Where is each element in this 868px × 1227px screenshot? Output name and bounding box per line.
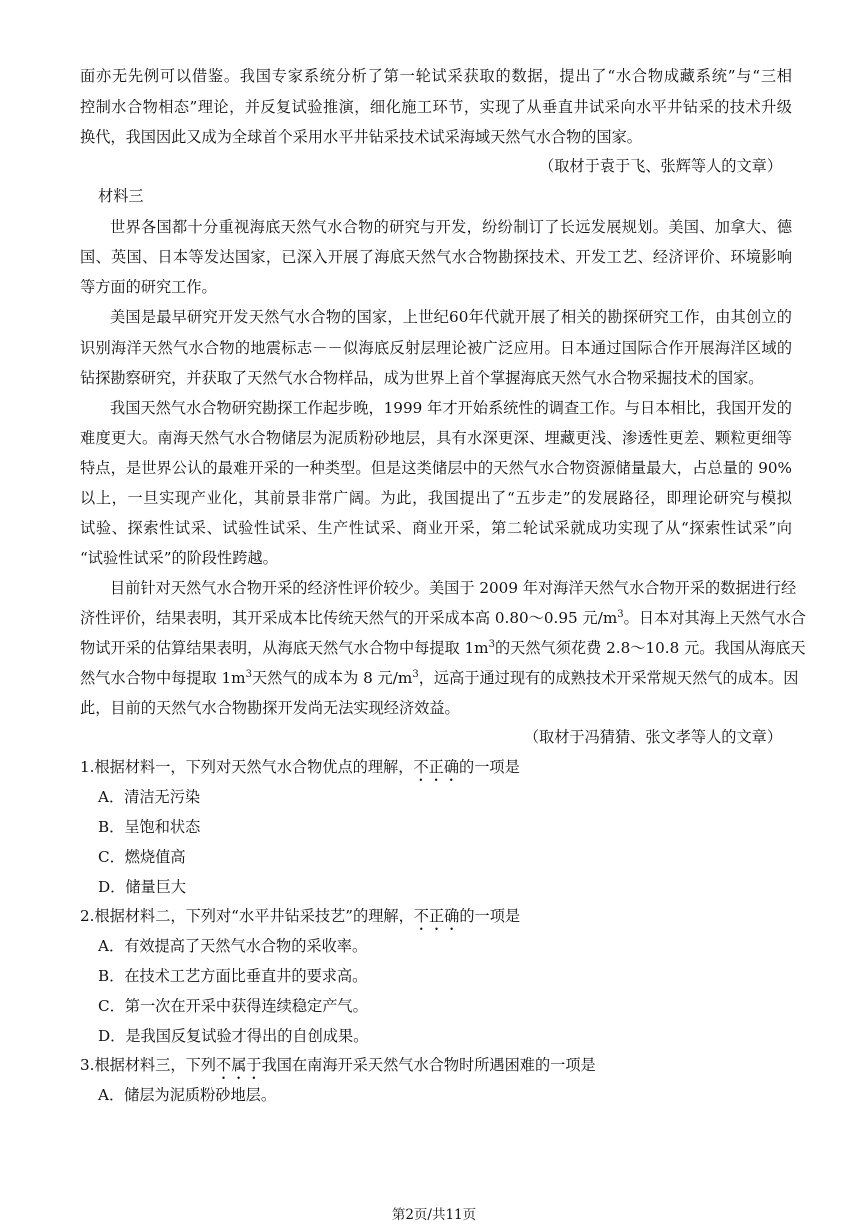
material3-p3-line: 以上，一旦实现产业化，其前景非常广阔。为此，我国提出了“五步走”的发展路径，即理论研究与模拟: [80, 489, 792, 507]
material3-p1-line: 世界各国都十分重视海底天然气水合物的研究与开发，纷纷制订了长远发展规划。美国、加拿大、德: [110, 218, 792, 236]
question-2-option-c: C．第一次在开采中获得连续稳定产气。: [98, 997, 368, 1015]
question-3-stem: [80, 1055, 792, 1083]
material3-p2-line: 钻探勘察研究，并获取了天然气水合物样品，成为世界上首个掌握海底天然气水合物采掘技术的国家。: [80, 369, 764, 387]
question-1-option-b: B．呈饱和状态: [98, 818, 201, 836]
text-segment: 济性评价，结果表明，其开采成本比传统天然气的开采成本高 0.80～0.95 元/m: [80, 609, 618, 627]
superscript: 3: [617, 609, 624, 620]
material2-line: 换代，我国因此又成为全球首个采用水平井钻采技术试采海域天然气水合物的国家。: [80, 128, 642, 146]
question-1-option-d: D．储量巨大: [98, 878, 187, 896]
material3-source: （取材于冯猜猜、张文孝等人的文章）: [523, 728, 782, 746]
text-segment: 的一项是: [459, 758, 520, 776]
emphasis-text: 不正确: [413, 907, 460, 925]
material2-line: 控制水合物相态”理论，并反复试验推演，细化施工环节，实现了从垂直井试采向水平井钻采的技术升级: [80, 98, 792, 116]
question-1-option-a: A．清洁无污染: [98, 788, 201, 806]
question-1-option-c: C．燃烧值高: [98, 848, 186, 866]
superscript: 3: [412, 669, 419, 680]
question-2-stem: [80, 906, 792, 934]
material3-p3-line: 特点，是世界公认的最难开采的一种类型。但是这类储层中的天然气水合物资源储量最大，占总量的 90%: [80, 459, 792, 477]
text-segment: 我国在南海开采天然气水合物时所遇困难的一项是: [261, 1056, 596, 1074]
emphasis-text: 不正确: [413, 758, 459, 776]
text-segment: 2.根据材料二，下列对“水平井钻采技艺”的理解，: [80, 907, 414, 925]
text-segment: 天然气的成本为 8 元/m: [251, 669, 413, 687]
material3-p2-line: 识别海洋天然气水合物的地震标志－－似海底反射层理论被广泛应用。日本通过国际合作开展海洋区域的: [80, 339, 792, 357]
material3-p2-line: 美国是最早研究开发天然气水合物的国家，上世纪60年代就开展了相关的勘探研究工作，由其创立的: [110, 308, 792, 326]
material3-p3-line: “试验性试采”的阶段性跨越。: [80, 549, 278, 567]
question-1-stem: [80, 757, 792, 785]
text-segment: 的天然气须花费 2.8～10.8 元。我国从海底天: [494, 639, 806, 657]
material3-p4-line: [80, 668, 799, 688]
question-3-option-a: A．储层为泥质粉砂地层。: [98, 1086, 277, 1104]
material3-p1-line: 国、英国、日本等发达国家，已深入开展了海底天然气水合物勘探技术、开发工艺、经济评价、环境影响: [80, 248, 792, 266]
text-segment: 物试开采的估算结果表明，从海底天然气水合物中每提取 1m: [80, 639, 489, 657]
page-number: 第2页/共11页: [391, 1207, 477, 1223]
question-2-option-b: B．在技术工艺方面比垂直井的要求高。: [98, 967, 368, 985]
text-segment: 1.根据材料一，下列对天然气水合物优点的理解，: [80, 758, 414, 776]
superscript: 3: [488, 639, 495, 650]
text-segment: 3.根据材料三，下列: [80, 1056, 216, 1074]
text-segment: ，远高于通过现有的成熟技术开采常规天然气的成本。因: [418, 669, 799, 687]
material3-p3-line: 试验、探索性试采、试验性试采、生产性试采、商业开采，第二轮试采就成功实现了从“探索性试采”向: [80, 519, 792, 537]
material3-p4-line: [80, 638, 806, 658]
material3-p4-line: [80, 608, 806, 628]
emphasis-text: 不属于: [216, 1056, 262, 1074]
material2-source: （取材于袁于飞、张辉等人的文章）: [539, 157, 782, 175]
material3-p3-line: 难度更大。南海天然气水合物储层为泥质粉砂地层，具有水深更深、埋藏更浅、渗透性更差、颗粒更细等: [80, 429, 792, 447]
question-2-option-d: D．是我国反复试验才得出的自创成果。: [98, 1027, 369, 1045]
material3-p4-line: 此，目前的天然气水合物勘探开发尚无法实现经济效益。: [80, 699, 460, 717]
material3-p1-line: 等方面的研究工作。: [80, 278, 217, 296]
text-segment: 。日本对其海上天然气水合: [623, 609, 806, 627]
material3-p4-line: 目前针对天然气水合物开采的经济性评价较少。美国于 2009 年对海洋天然气水合物开采的数据进行经: [110, 579, 797, 597]
material3-p3-line: 我国天然气水合物研究勘探工作起步晚，1999 年才开始系统性的调查工作。与日本相比，我国开发的: [110, 399, 792, 417]
text-segment: 的一项是: [459, 907, 521, 925]
text-segment: 然气水合物中每提取 1m: [80, 669, 246, 687]
question-2-option-a: A．有效提高了天然气水合物的采收率。: [98, 937, 368, 955]
material3-heading: 材料三: [98, 187, 144, 205]
material2-line: 面亦无先例可以借鉴。我国专家系统分析了第一轮试采获取的数据，提出了“水合物成藏系统”与“三相: [80, 67, 792, 85]
superscript: 3: [245, 669, 252, 680]
